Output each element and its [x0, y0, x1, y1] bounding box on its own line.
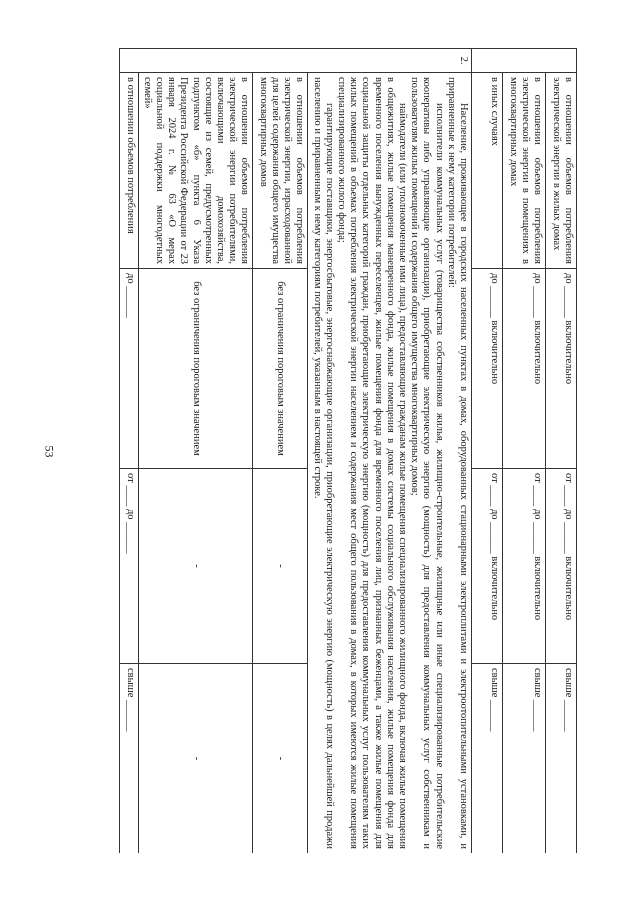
table-row — [119, 49, 138, 854]
value-cell: свыше ______ — [546, 664, 577, 854]
section-description-cell — [308, 73, 472, 854]
value-cell: - — [138, 469, 253, 664]
value-cell: свыше ______ — [503, 664, 546, 854]
value-cell: без ограничения пороговым значением — [253, 269, 308, 469]
value-cell: без ограничения пороговым значением — [138, 269, 253, 469]
category-cell: в отношении объемов потребления электрической энергии, израсходованной для целей содержания общего имущества многоквартирных домов — [253, 73, 308, 269]
category-cell: в отношении объемов потребления электрической энергии в помещениях в многоквартирных домах — [503, 73, 546, 269]
paragraph: исполнители коммунальных услуг (товарищества собственников жилья, жилищно-строительные, жилищные или иные специализированные потребительские кооперативы либо управляющие организации), приобретающие электрическую энергию (мощность) для предоставления коммунальных услуг собственникам и пользователям жилых помещений и содержания общего имущества многоквартирных домов; — [409, 77, 445, 849]
page-number: 53 — [42, 445, 57, 458]
value-cell: до ______ включительно — [546, 269, 577, 469]
row-number-cell: 2. — [119, 49, 471, 73]
row-number-cell — [472, 49, 577, 73]
value-cell: от ____ до ______ — [119, 469, 138, 664]
category-cell: в иных случаях — [472, 73, 503, 269]
table-row — [472, 49, 503, 854]
category-cell: в отношении объемов потребления — [119, 73, 138, 269]
value-cell: до ______ — [119, 269, 138, 469]
table-row — [138, 49, 253, 854]
value-cell: от ____ до ______ включительно — [546, 469, 577, 664]
value-cell: до ______ включительно — [472, 269, 503, 469]
paragraph: гарантирующие поставщики, энергосбытовые, энергоснабжающие организации, приобретающие электрическую энергию (мощность) в целях дальнейшей продажи населению и приравненным к нему категориям потребителей, указанным в настоящей строке. — [311, 77, 335, 849]
value-cell: до ______ включительно — [503, 269, 546, 469]
value-cell: - — [253, 469, 308, 664]
value-cell: свыше ______ — [119, 664, 138, 854]
table-row — [253, 49, 308, 854]
value-cell: от ____ до ______ включительно — [472, 469, 503, 664]
tariff-table — [119, 48, 577, 853]
paragraph: Население, проживающее в городских населенных пунктах в домах, оборудованных стационарными электроплитами и электроотопительными установками, и приравненные к нему категории потребителей: — [445, 77, 469, 849]
table-row — [546, 49, 577, 854]
paragraph: наймодатели (или уполномоченные ими лица), предоставляющие гражданам жилые помещения специализированного жилищного фонда, включая жилые помещения в общежитиях, жилые помещения маневренного фонда, жилые помещения в домах системы социального обслуживания населения, жилые помещения фонда для временного поселения вынужденных переселенцев, жилые помещения фонда для временного поселения лиц, признанных беженцами, а также жилые помещения для социальной защиты отдельных категорий граждан, приобретающие электрическую энергию (мощность) для предоставления коммунальных услуг пользователям таких жилых помещений в объемах потребления электрической энергии населением и содержания мест общего пользования в домах, в которых имеются жилые помещения специализированного жилого фонда; — [335, 77, 408, 849]
value-cell: - — [253, 664, 308, 854]
document-sheet — [82, 48, 577, 853]
category-cell: в отношении объемов потребления электрической энергии потребителями, включающими домохозяйства, состоящие из семей, предусмотренных подпунктом «б» пункта 6 Указа Президента Российской Федерации от 23 января 2024 г. № 63 «О мерах социальной поддержки многодетных семей» — [138, 73, 253, 269]
rotated-table-container — [82, 48, 577, 853]
value-cell: свыше ______ — [472, 664, 503, 854]
category-cell: в отношении объемов потребления электрической энергии в жилых домах — [546, 73, 577, 269]
value-cell: - — [138, 664, 253, 854]
table-row — [503, 49, 546, 854]
value-cell: от ____ до ______ включительно — [503, 469, 546, 664]
table-row — [308, 49, 472, 854]
